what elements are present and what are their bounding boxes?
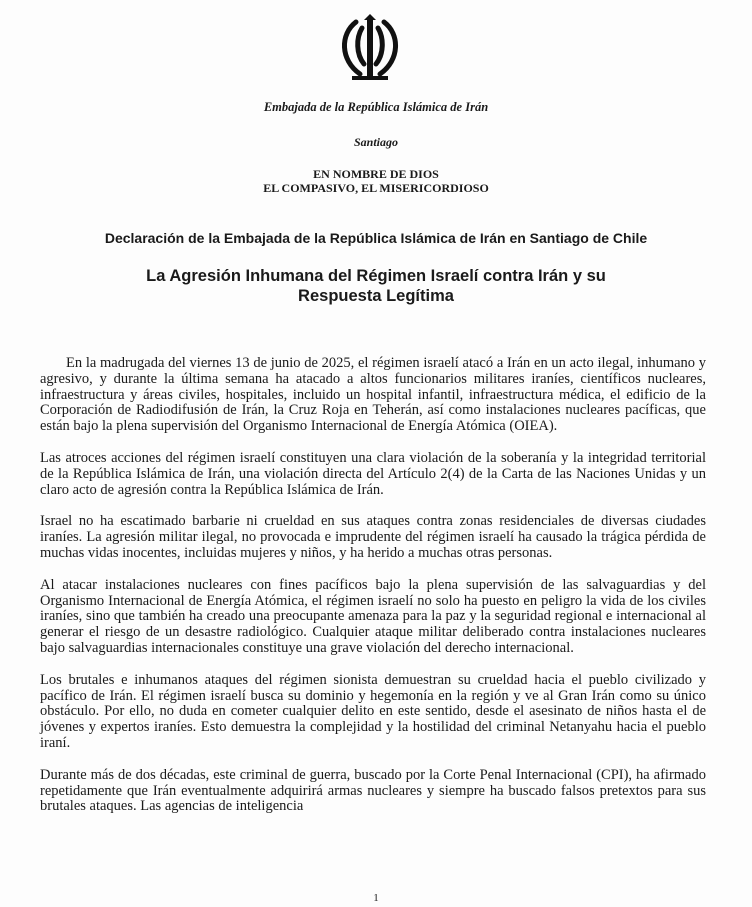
document-title [0, 266, 752, 306]
invocation-line-2: EL COMPASIVO, EL MISERICORDIOSO [263, 181, 489, 195]
iran-emblem-icon [334, 14, 406, 82]
title-line-1: La Agresión Inhumana del Régimen Israelí contra Irán y su [146, 267, 606, 285]
city-name: Santiago [353, 135, 398, 149]
paragraph: Durante más de dos décadas, este criminal de guerra, buscado por la Corte Penal Internacional (CPI), ha afirmado repetidamente que Irán eventualmente adquirirá armas nucleares y siempre ha buscado falsos pretextos para sus brutales ataques. Las agencias de inteligencia [40, 766, 706, 815]
title-line-2: Respuesta Legítima [298, 287, 454, 305]
paragraph: En la madrugada del viernes 13 de junio de 2025, el régimen israelí atacó a Irán en un acto ilegal, inhumano y agresivo, y durante la última semana ha atacado a altos funcionarios militares iraníes, científicos nucleares, infraestructura y áreas civiles, hospitales, incluido un hospital infantil, infraestructura médica, el edificio de la Corporación de Radiodifusión de Irán, la Cruz Roja en Teherán, así como instalaciones nucleares pacíficas, que están bajo la plena supervisión del Organismo Internacional de Energía Atómica (OIEA). [40, 355, 706, 435]
body-text [40, 356, 706, 831]
paragraph: Los brutales e inhumanos ataques del régimen sionista demuestran su crueldad hacia el pueblo civilizado y pacífico de Irán. El régimen israelí busca su dominio y hegemonía en la región y ve al Gran Irán como su único obstáculo. Por ello, no duda en cometer cualquier delito en este sentido, desde el asesinato de niños hasta el de jóvenes y expertos iraníes. Esto demuestra la complejidad y la hostilidad del criminal Netanyahu hacia el pueblo iraní. [40, 671, 706, 751]
invocation [0, 167, 752, 195]
page-number: 1 [373, 892, 379, 904]
embassy-name: Embajada de la República Islámica de Irán [263, 100, 489, 114]
paragraph: Al atacar instalaciones nucleares con fines pacíficos bajo la plena supervisión de las salvaguardias y del Organismo Internacional de Energía Atómica, el régimen israelí no solo ha puesto en peligro la vida de los civiles iraníes, sino que también ha creado una preocupante amenaza para la paz y la seguridad regional e internacional al generar el riesgo de un desastre radiológico. Cualquier ataque militar deliberado contra instalaciones nucleares bajo salvaguardias internacionales constituye una grave violación del derecho internacional. [40, 576, 706, 656]
invocation-line-1: EN NOMBRE DE DIOS [313, 167, 439, 181]
declaration-heading: Declaración de la Embajada de la República Islámica de Irán en Santiago de Chile [104, 230, 648, 246]
paragraph: Las atroces acciones del régimen israelí constituyen una clara violación de la soberanía y la integridad territorial de la República Islámica de Irán, una violación directa del Artículo 2(4) de la Carta de las Naciones Unidas y un claro acto de agresión contra la República Islámica de Irán. [40, 449, 706, 498]
paragraph: Israel no ha escatimado barbarie ni crueldad en sus ataques contra zonas residenciales de diversas ciudades iraníes. La agresión militar ilegal, no provocada e imprudente del régimen israelí ha causado la trágica pérdida de muchas vidas inocentes, incluidas mujeres y niños, y ha herido a muchas otras personas. [40, 513, 706, 561]
